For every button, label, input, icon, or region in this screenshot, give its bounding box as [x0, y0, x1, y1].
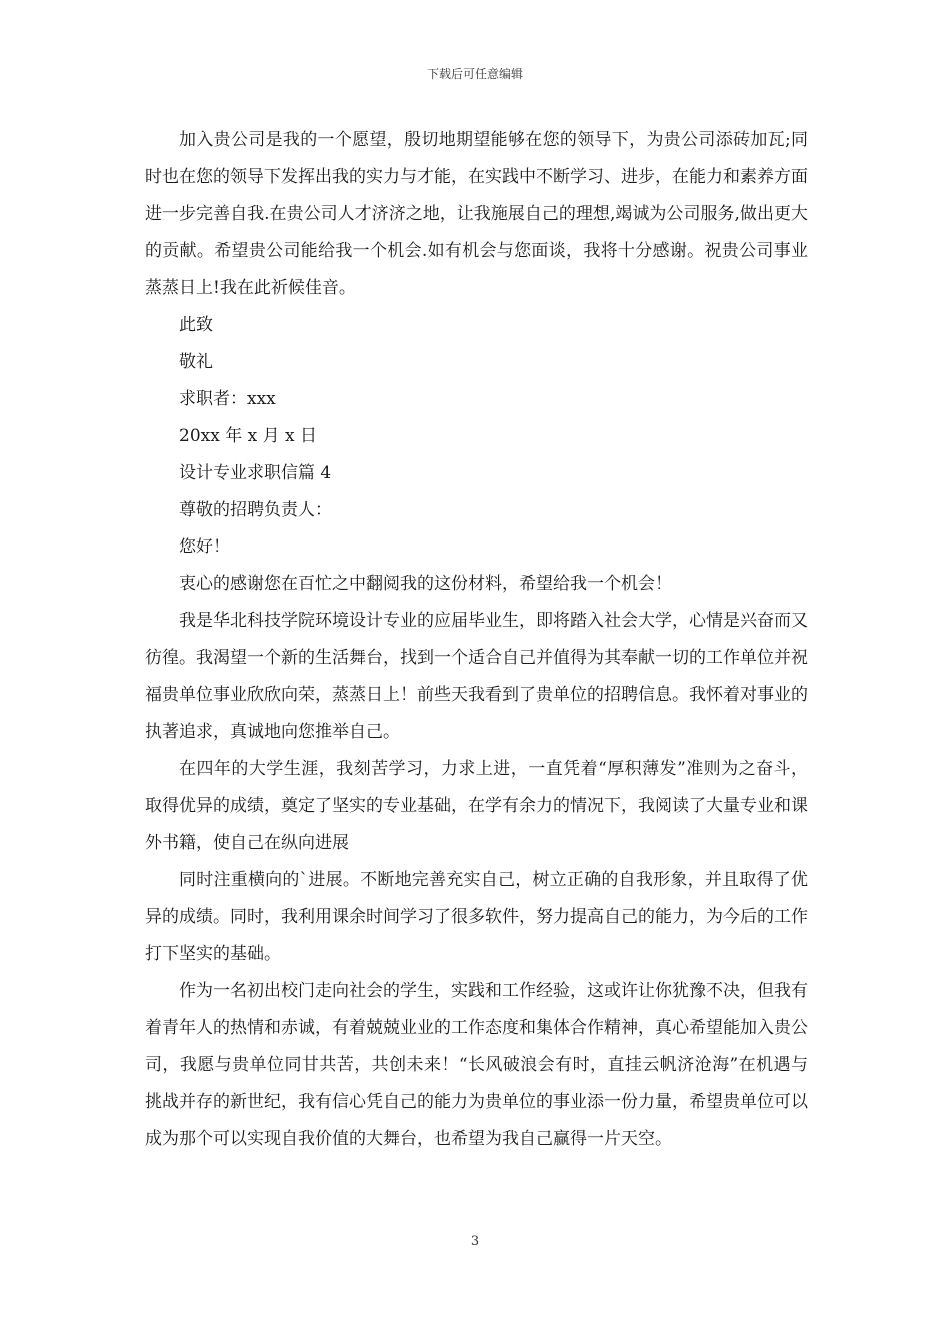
salutation: 尊敬的招聘负责人：: [179, 500, 332, 520]
page-header: 下载后可任意编辑: [426, 67, 523, 81]
paragraph-commitment: 作为一名初出校门走向社会的学生，实践和工作经验，这或许让你犹豫不决，但我有着青年人的热情和赤诚，有着兢兢业业的工作态度和集体合作精神，真心希望能加入贵公司，我愿与贵单位同甘共苦，共创未来！“长风破浪会有时，直挂云帆济沧海”在机遇与挑战并存的新世纪，我有信心凭自己的能力为贵单位的事业添一份力量，希望贵单位可以成为那个可以实现自我价值的大舞台，也希望为我自己赢得一片天空。: [145, 981, 808, 1149]
section-title: 设计专业求职信篇 4: [179, 463, 332, 483]
closing-line-2: 敬礼: [179, 352, 213, 372]
closing-line-1: 此致: [179, 315, 213, 335]
paragraph-development: 同时注重横向的`进展。不断地完善充实自己，树立正确的自我形象，并且取得了优异的成绩。同时，我利用课余时间学习了很多软件，努力提高自己的能力，为今后的工作打下坚实的基础。: [145, 870, 808, 964]
paragraph-introduction: 我是华北科技学院环境设计专业的应届毕业生，即将踏入社会大学，心情是兴奋而又彷徨。我渴望一个新的生活舞台，找到一个适合自己并值得为其奉献一切的工作单位并祝福贵单位事业欣欣向荣，蒸蒸日上！前些天我看到了贵单位的招聘信息。我怀着对事业的执著追求，真诚地向您推举自己。: [145, 611, 808, 742]
applicant-signature: 求职者：xxx: [179, 389, 276, 409]
document-body: [145, 122, 808, 1158]
paragraph-wish: 加入贵公司是我的一个愿望，殷切地期望能够在您的领导下，为贵公司添砖加瓦;同时也在您的领导下发挥出我的实力与才能，在实践中不断学习、进步，在能力和素养方面进一步完善自我.在贵公司人才济济之地，让我施展自己的理想,竭诚为公司服务,做出更大的贡献。希望贵公司能给我一个机会.如有机会与您面谈，我将十分感谢。祝贵公司事业蒸蒸日上!我在此祈候佳音。: [145, 130, 808, 298]
page-number: 3: [470, 1234, 480, 1249]
greeting: 您好！: [179, 537, 230, 557]
letter-date: 20xx 年 x 月 x 日: [179, 426, 318, 446]
thanks-line: 衷心的感谢您在百忙之中翻阅我的这份材料，希望给我一个机会！: [179, 574, 672, 594]
paragraph-study: 在四年的大学生涯，我刻苦学习，力求上进，一直凭着“厚积薄发”准则为之奋斗，取得优异的成绩，奠定了坚实的专业基础，在学有余力的情况下，我阅读了大量专业和课外书籍，使自己在纵向进展: [145, 759, 808, 853]
